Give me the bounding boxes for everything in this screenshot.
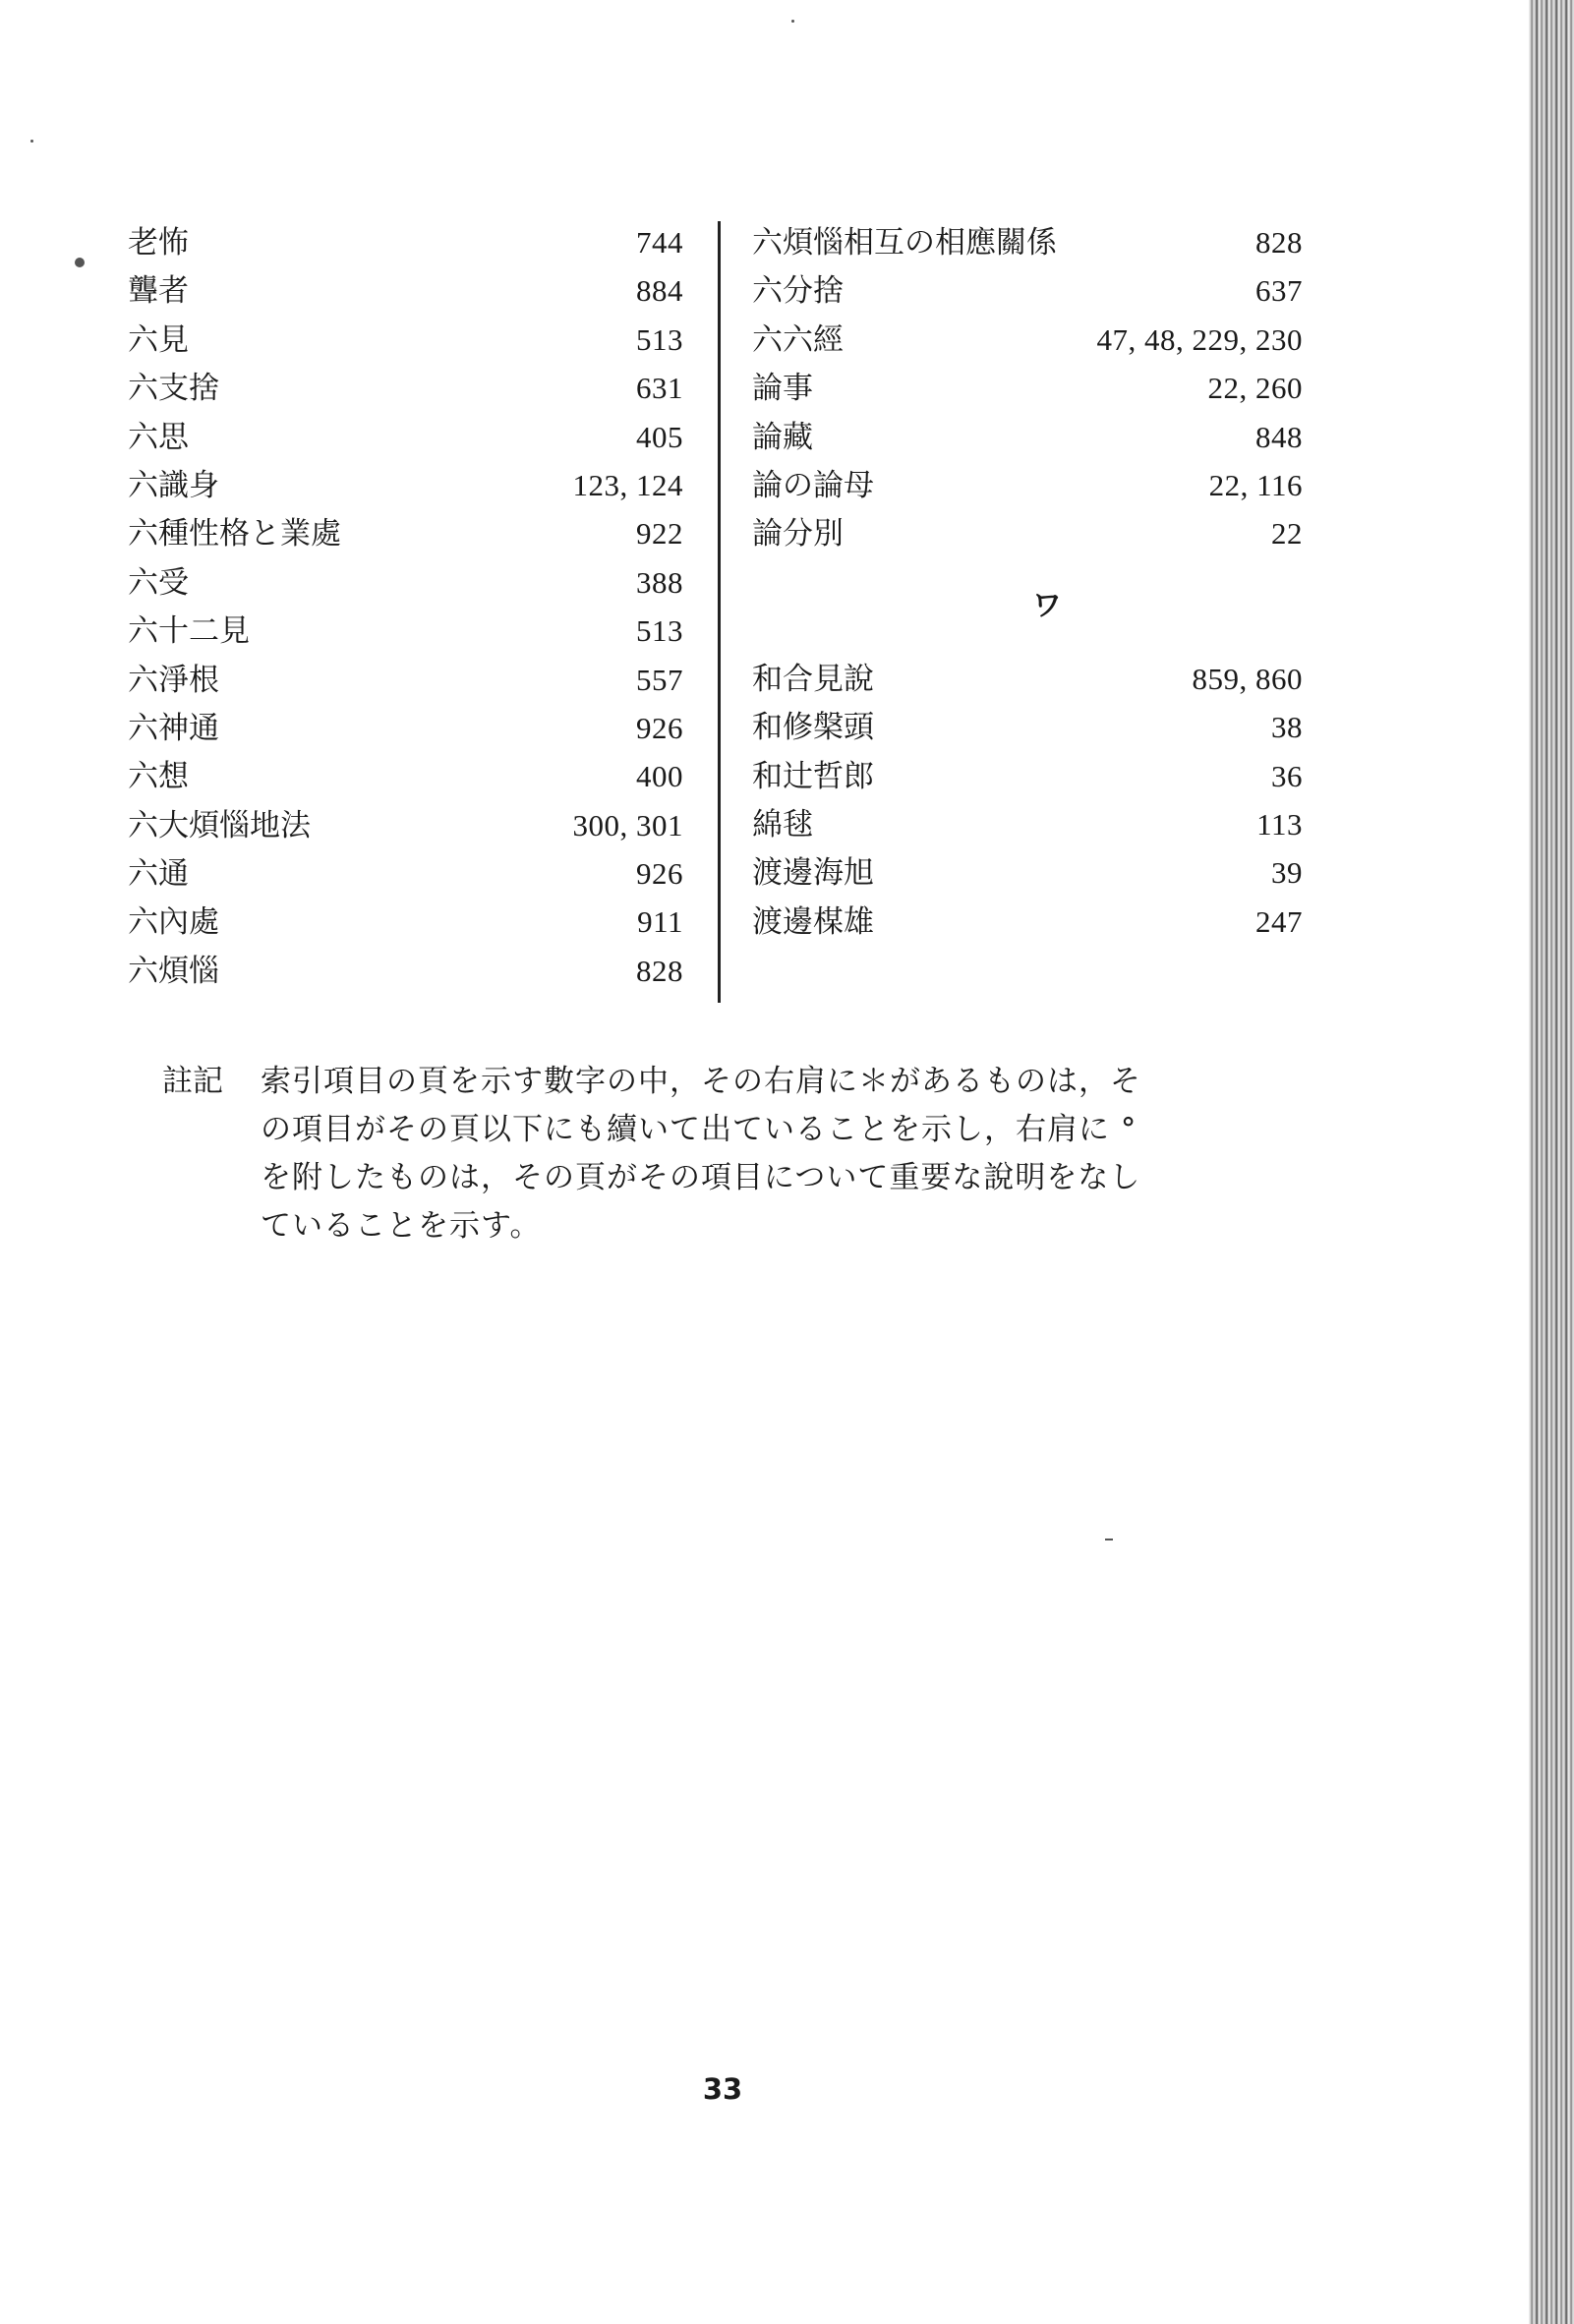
index-entry [752, 848, 1303, 897]
index-term: 六神通 [128, 710, 219, 746]
index-page-refs: 513 [636, 613, 683, 649]
index-entry [128, 656, 683, 704]
index-term: 渡邊楳雄 [752, 903, 874, 940]
index-column-right [752, 218, 1303, 946]
index-entry [752, 413, 1303, 461]
index-page-refs: 631 [636, 371, 683, 406]
index-term: 六通 [128, 856, 189, 893]
index-term: 綿毬 [752, 806, 813, 842]
index-entry [752, 461, 1303, 509]
index-entry [128, 558, 683, 607]
index-page-refs: 400 [636, 759, 683, 794]
index-page-refs: 557 [636, 662, 683, 697]
index-term: 六思 [128, 419, 189, 455]
index-entry [128, 607, 683, 655]
index-term: 論藏 [752, 419, 813, 455]
index-term: 聾者 [128, 273, 189, 310]
index-term: 六支捨 [128, 371, 219, 407]
index-entry [128, 801, 683, 849]
index-term: 六十二見 [128, 613, 250, 650]
index-term: 和合見說 [752, 661, 874, 697]
index-page-refs: 300, 301 [572, 807, 683, 842]
index-entry [752, 800, 1303, 848]
index-page-refs: 22, 116 [1208, 467, 1303, 502]
scan-speck [75, 258, 85, 267]
index-entry [128, 266, 683, 315]
index-page-refs: 744 [636, 225, 683, 260]
index-term: 論の論母 [752, 467, 874, 503]
section-heading-wa: ワ [1032, 588, 1062, 623]
index-term: 六淨根 [128, 662, 219, 698]
index-page-refs: 926 [636, 856, 683, 892]
index-page-refs: 922 [636, 516, 683, 552]
index-term: 和修槃頭 [752, 710, 874, 746]
index-entry [752, 752, 1303, 800]
index-term: 六分捨 [752, 273, 844, 310]
scanned-binding-edge [1529, 0, 1574, 2324]
index-entry [752, 316, 1303, 364]
index-page-refs: 911 [637, 904, 683, 940]
page-number: 33 [702, 2072, 743, 2106]
index-term: 論分別 [752, 516, 844, 552]
index-term: 六識身 [128, 467, 219, 503]
index-page-refs: 247 [1255, 903, 1303, 939]
index-term: 六大煩惱地法 [128, 807, 311, 843]
index-page-refs: 884 [636, 273, 683, 309]
index-entry [128, 218, 683, 266]
index-entry [128, 509, 683, 557]
index-page-refs: 859, 860 [1192, 661, 1303, 696]
index-term: 論事 [752, 371, 813, 407]
index-page-refs: 22 [1271, 516, 1303, 552]
index-term: 老怖 [128, 225, 189, 261]
index-term: 六受 [128, 564, 189, 601]
index-page-refs: 388 [636, 564, 683, 600]
index-term: 六煩惱 [128, 953, 219, 989]
index-page-refs: 113 [1256, 806, 1303, 842]
index-term: 六見 [128, 321, 189, 358]
index-entry [752, 898, 1303, 946]
index-entry [128, 704, 683, 752]
index-page-refs: 828 [1255, 225, 1303, 260]
index-entry [128, 898, 683, 946]
index-page-refs: 38 [1271, 710, 1303, 745]
index-entry [128, 316, 683, 364]
index-page-refs: 926 [636, 710, 683, 745]
index-page-refs: 47, 48, 229, 230 [1096, 321, 1303, 357]
index-entry [752, 266, 1303, 315]
footnote-label: 註記 [162, 1064, 223, 1099]
index-entry [128, 461, 683, 509]
index-term: 渡邊海旭 [752, 855, 874, 892]
index-page-refs: 39 [1271, 855, 1303, 891]
scan-speck [30, 140, 33, 143]
index-entry [128, 947, 683, 995]
index-entry [752, 703, 1303, 751]
index-term: 六煩惱相互の相應關係 [752, 225, 1057, 261]
index-page-refs: 405 [636, 419, 683, 454]
index-page-refs: 513 [636, 321, 683, 357]
index-page-refs: 828 [636, 953, 683, 988]
index-entry [128, 849, 683, 898]
scan-speck [1105, 1539, 1113, 1540]
footnote-text: 索引項目の頁を示す數字の中，その右肩に＊があるものは，その項目がその頁以下にも續いて出ていることを示し，右肩に °を附したものは，その頁がその項目について重要な說明をなしていることを示す。 [261, 1064, 1141, 1244]
index-group-ro [752, 218, 1303, 558]
index-entry [128, 413, 683, 461]
index-term: 六種性格と業處 [128, 516, 341, 552]
index-entry [128, 364, 683, 412]
index-group-wa [752, 655, 1303, 946]
index-entry [752, 218, 1303, 266]
index-page-refs: 36 [1271, 758, 1303, 793]
index-page-refs: 637 [1255, 273, 1303, 309]
index-term: 六內處 [128, 904, 219, 941]
index-page-refs: 22, 260 [1207, 371, 1303, 406]
index-column-left [128, 218, 683, 995]
index-page-refs: 123, 124 [572, 467, 683, 502]
footnote [162, 1058, 1204, 1250]
index-term: 六想 [128, 759, 189, 795]
index-entry [752, 364, 1303, 412]
index-entry [752, 509, 1303, 557]
index-entry [752, 655, 1303, 703]
index-entry [128, 752, 683, 800]
index-term: 六六經 [752, 321, 844, 358]
index-term: 和辻哲郎 [752, 758, 874, 794]
scan-speck [791, 20, 794, 23]
column-divider [718, 221, 721, 1003]
index-page-refs: 848 [1255, 419, 1303, 454]
